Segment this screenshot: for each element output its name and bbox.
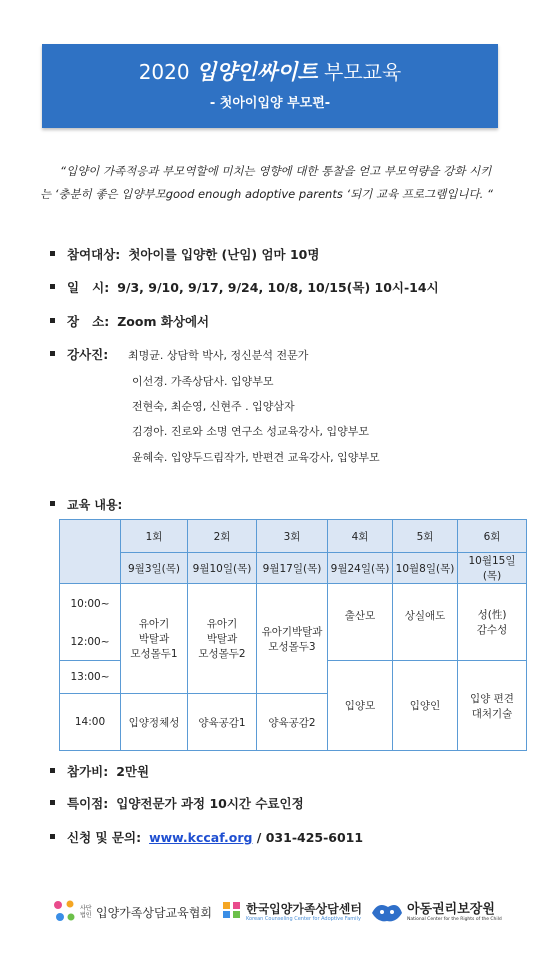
session-header: 3회 [257,520,328,553]
contact-label: 신청 및 문의: [67,830,142,845]
ncrc-logo-icon [370,899,404,925]
bullet-icon [50,251,55,256]
session-date: 10월8일(목) [393,553,458,584]
place-label: 장 소: [67,314,110,329]
instructor-item: 김경아. 진로와 소명 연구소 성교육강사, 입양부모 [132,425,369,438]
dates-line [50,278,439,296]
fee-line [50,762,149,780]
instructor-item: 윤혜숙. 입양두드림작가, 반편견 교육강사, 입양부모 [132,451,380,464]
banner-subtitle: - 첫아이입양 부모편- [209,96,331,111]
banner-year: 2020 [138,60,190,84]
intro-quote: “입양이 가족적응과 부모역할에 미치는 영향에 대한 통찰을 얻고 부모역량을 강화 시키는 ‘충분히 좋은 입양부모good enough adoptive parents ‘되기 교육 프로그램입니다. “ [40,164,493,201]
website-link[interactable]: www.kccaf.org [149,830,253,845]
bullet-icon [50,501,55,506]
program-cell: 양육공감1 [188,694,257,751]
program-cell: 상실애도 [393,584,458,661]
instructor-item: 최명균. 상담학 박사, 정신분석 전문가 [128,349,309,362]
time-cell: 14:00 [60,694,121,751]
session-header: 4회 [328,520,393,553]
kccaf-logo-texts [246,902,362,923]
kcaf-logo [52,897,212,927]
program-cell: 유아기 박탈과 모성몰두1 [121,584,188,694]
contact-line [50,828,363,846]
time-cell: 13:00~ [60,661,121,694]
place-value: Zoom 화상에서 [117,314,210,329]
session-date: 9월17일(목) [257,553,328,584]
bullet-icon [50,351,55,356]
banner-title-rest: 부모교육 [324,60,402,84]
feature-value: 입양전문가 과정 10시간 수료인정 [116,796,304,811]
fee-label: 참가비: [67,764,109,779]
kcaf-logo-icon [52,899,78,925]
feature-label: 특이점: [67,796,109,811]
kccaf-logo [222,897,362,927]
program-cell: 출산모 [328,584,393,661]
fee-value: 2만원 [116,764,150,779]
instructors-line [50,345,108,363]
place-line [50,312,209,330]
content-line [50,496,122,513]
session-header: 2회 [188,520,257,553]
table-corner [60,520,121,584]
ncrc-logo-texts [407,902,502,923]
content-label: 교육 내용: [67,498,123,512]
ncrc-logo-text: 아동권리보장원 [407,901,495,917]
program-cell: 입양 편견 대처기술 [458,661,527,751]
time-cell: 10:00~ [60,584,121,624]
program-cell: 성(性) 감수성 [458,584,527,661]
participants-value: 첫아이를 입양한 (난임) 엄마 10명 [128,247,320,262]
participants-line [50,245,319,263]
feature-line [50,794,304,812]
time-cell: 12:00~ [60,624,121,661]
instructors-label: 강사진: [67,347,109,362]
bullet-icon [50,768,55,773]
dates-value: 9/3, 9/10, 9/17, 9/24, 10/8, 10/15(목) 10시-14시 [117,280,439,295]
dates-label: 일 시: [67,280,110,295]
session-date: 9월24일(목) [328,553,393,584]
instructor-item: 전현숙, 최순영, 신현주 . 입양삼자 [132,400,295,413]
program-cell: 유아기박탈과 모성몰두3 [257,584,328,694]
session-header: 6회 [458,520,527,553]
program-cell: 유아기 박탈과 모성몰두2 [188,584,257,694]
banner-title-emph: 입양인싸이트 [195,60,318,84]
ncrc-logo-sub: National Center for the Rights of the Child [407,916,502,922]
bullet-icon [50,284,55,289]
session-header: 1회 [121,520,188,553]
kcaf-logo-small: 사단법인 [80,905,92,919]
participants-label: 참여대상: [67,247,121,262]
banner-title [42,60,498,84]
session-date: 9월3일(목) [121,553,188,584]
session-header: 5회 [393,520,458,553]
program-cell: 입양정체성 [121,694,188,751]
footer-logos [0,897,540,927]
kccaf-logo-text: 한국입양가족상담센터 [246,901,362,916]
session-date: 9월10일(목) [188,553,257,584]
schedule-table [59,519,527,751]
bullet-icon [50,834,55,839]
ncrc-logo [370,897,502,927]
program-cell: 입양모 [328,661,393,751]
bullet-icon [50,800,55,805]
program-cell: 양육공감2 [257,694,328,751]
kcaf-logo-text: 입양가족상담교육협회 [96,905,212,920]
session-date: 10월15일(목) [458,553,527,584]
instructor-item: 이선경. 가족상담사. 입양부모 [132,375,274,388]
kccaf-logo-icon [222,900,242,924]
bullet-icon [50,318,55,323]
contact-phone: / 031-425-6011 [252,830,364,845]
title-banner [42,44,498,128]
program-cell: 입양인 [393,661,458,751]
kccaf-logo-sub: Korean Counseling Center for Adoptive Family [246,915,361,922]
